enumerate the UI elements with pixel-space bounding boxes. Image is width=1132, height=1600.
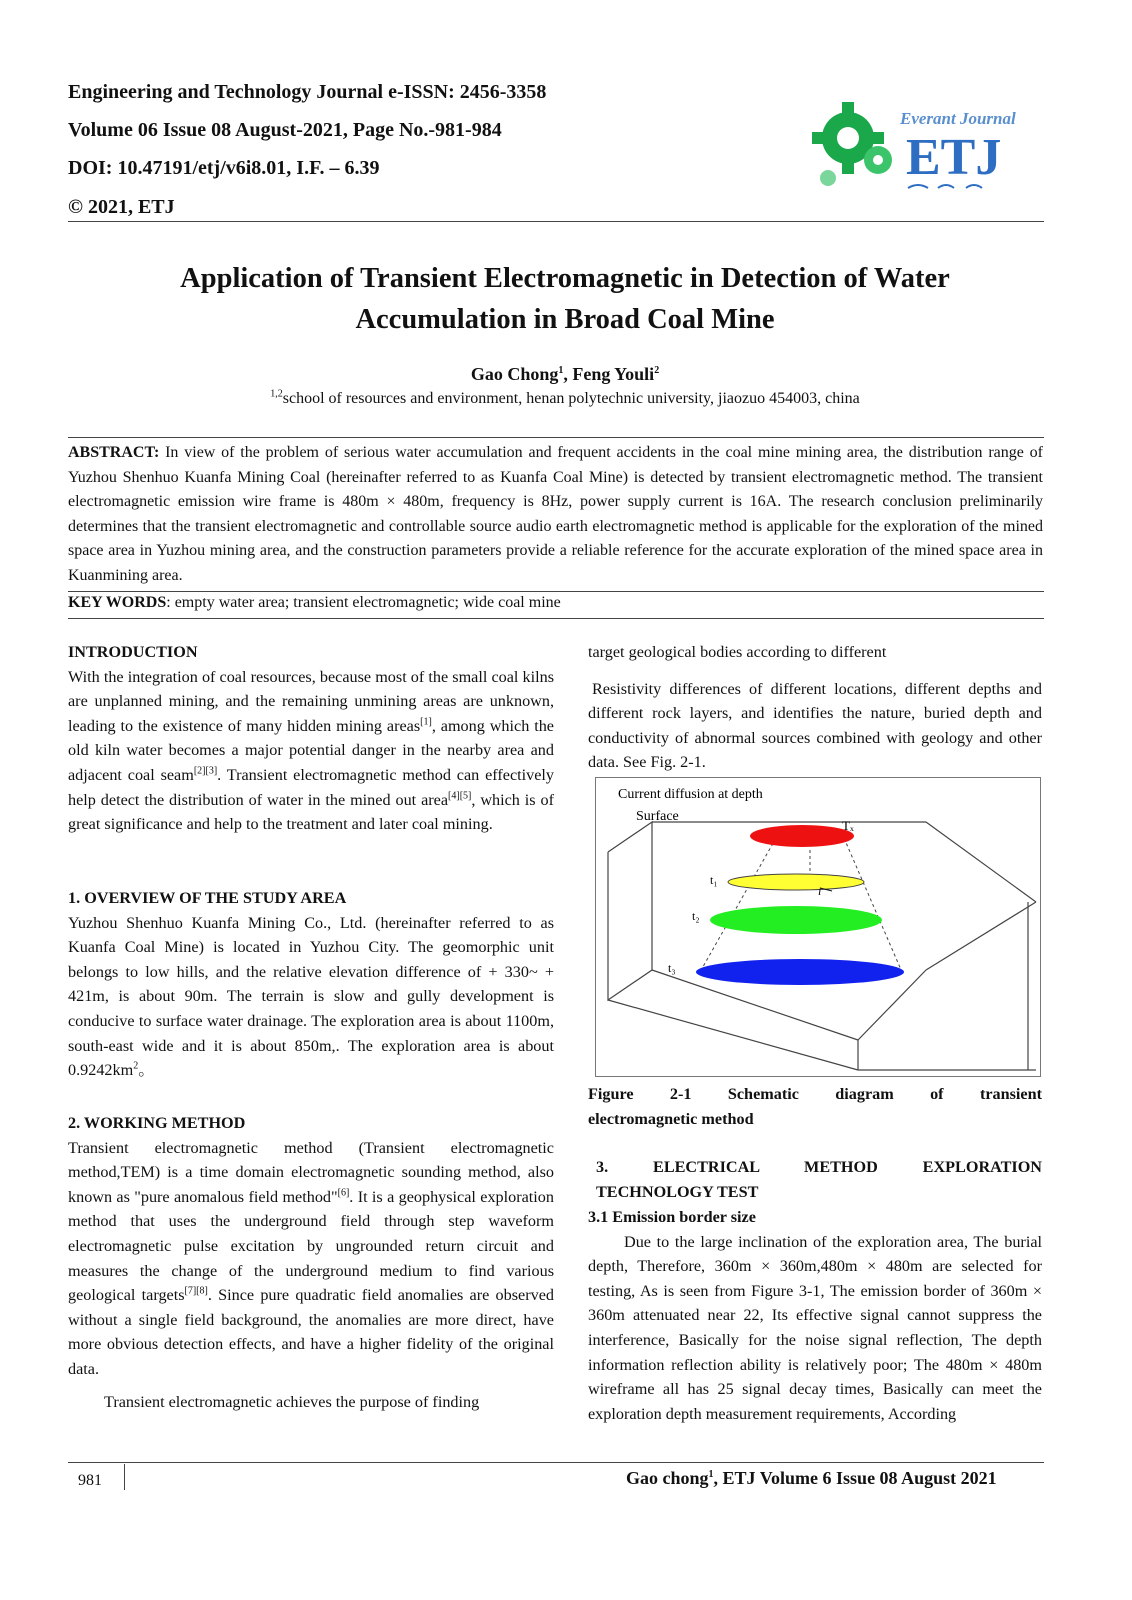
- figure-2-1: [595, 777, 1041, 1077]
- working-method-continued: Transient electromagnetic achieves the purpose of finding: [104, 1392, 480, 1411]
- logo-letters: ETJ: [906, 129, 1002, 186]
- block-outline: [608, 822, 1036, 1070]
- footer-divider: [124, 1464, 125, 1490]
- logo-text: Everant Journal: [900, 109, 1016, 128]
- keywords-rule: [68, 618, 1044, 619]
- introduction-section: [68, 640, 554, 837]
- gear-icon: [812, 102, 892, 186]
- section3-heading-line2: TECHNOLOGY TEST: [596, 1183, 759, 1201]
- working-method-text: Transient electromagnetic method (Transient electromagnetic method,TEM) is a time domain electromagnetic sounding method, also known as "pure anomalous field method"[6]. It is a geophysical exploration method that uses the underground field through step waveform electromagnetic pulse excitation by ungrounded return circuit and measures the change of the underground medium to find various geological targets[7][8]. Since pure quadratic field anomalies are observed without a single field background, the anomalies are more direct, have more obvious detection effects, and have a higher fidelity of the original data.: [68, 1138, 554, 1378]
- working-method-heading: 2. WORKING METHOD: [68, 1114, 246, 1132]
- resistivity-text: Resistivity differences of different locations, different depths and different rock layers, and identifies the nature, buried depth and conductivity of abnormal sources combined with geology and other data. See Fig. 2-1.: [588, 679, 1042, 772]
- introduction-heading: INTRODUCTION: [68, 643, 198, 661]
- label-t3: t₃: [668, 961, 676, 975]
- running-footer: Gao chong$^1$, ETJ Volume 6 Issue 08 August 2021: [626, 1468, 997, 1488]
- abstract: ABSTRACT: In view of the problem of serious water accumulation and frequent accidents in the coal mine mining area, the distribution range of Yuzhou Shenhuo Kuanfa Mining Coal (hereinafter referred to as Kuanfa Coal Mine) is detected by transient electromagnetic method. The transient electromagnetic emission wire frame is 480m × 480m, frequency is 8Hz, power supply current is 16A. The research conclusion preliminarily determines that the transient electromagnetic and controllable source audio earth electromagnetic method is applicable for the exploration of the mined space area in Yuzhou mining area, and the construction parameters provide a reliable reference for the accurate exploration of the mined space area in Kuanmining area.: [68, 444, 1043, 584]
- page-number: 981: [78, 1472, 102, 1489]
- label-current-i: i: [818, 884, 822, 898]
- label-t1: t₁: [710, 873, 718, 887]
- section3-1: [588, 1205, 1042, 1426]
- footer-rule: [68, 1462, 1044, 1463]
- etj-logo: [808, 88, 1020, 198]
- figure-caption-line2: electromagnetic method: [588, 1110, 754, 1128]
- authors: Gao Chong$^1$, Feng Youli$^2$: [470, 364, 660, 384]
- section3-heading: 3. ELECTRICAL METHOD EXPLORATION: [596, 1158, 1042, 1176]
- header-rule: [68, 221, 1044, 222]
- label-t2: t₂: [692, 909, 700, 923]
- study-area-section: [68, 886, 554, 1083]
- working-method-section: [68, 1111, 554, 1414]
- t3-ellipse: [696, 959, 904, 985]
- keywords: KEY WORDS: empty water area; transient electromagnetic; wide coal mine: [68, 594, 561, 611]
- label-current-diffusion: Current diffusion at depth: [618, 787, 763, 802]
- study-area-heading: 1. OVERVIEW OF THE STUDY AREA: [68, 889, 347, 907]
- emission-border-heading: 3.1 Emission border size: [588, 1208, 756, 1226]
- volume-issue: Volume 06 Issue 08 August-2021, Page No.-981-984: [68, 119, 502, 141]
- t1-ellipse: [728, 874, 864, 890]
- t2-ellipse: [710, 906, 882, 934]
- paper-title: Application of Transient Electromagnetic in Detection of Water Accumulation in Broad Coal Mine: [180, 263, 950, 335]
- copyright: © 2021, ETJ: [68, 196, 175, 218]
- cone-lines: [700, 838, 902, 972]
- transmitter-ellipse: [750, 825, 854, 847]
- right-column-top: [588, 640, 1042, 775]
- introduction-text: With the integration of coal resources, because most of the small coal kilns are unplanned mining, and the remaining unmining areas are unknown, leading to the existence of many hidden mining areas[1], among which the old kiln water becomes a major potential danger in the nearby area and adjacent coal seam[2][3]. Transient electromagnetic method can effectively help detect the distribution of water in the mined out area[4][5], which is of great significance and help to the treatment and later coal mining.: [68, 667, 555, 834]
- study-area-text: Yuzhou Shenhuo Kuanfa Mining Co., Ltd. (hereinafter referred to as Kuanfa Coal Mine) is located in Yuzhou City. The geomorphic unit belongs to low hills, and the relative elevation difference of + 330~ + 421m, is about 90m. The terrain is slow and gully development is conducive to surface water drainage. The exploration area is about 1100m, south-east wide and it is about 850m,. The exploration area is about $0.9242km^2$。: [68, 913, 554, 1080]
- continued-text: target geological bodies according to different: [588, 643, 887, 661]
- label-tx: Tₓ: [842, 818, 854, 833]
- figure-caption: Figure 2-1 Schematic diagram of transient: [588, 1085, 1042, 1103]
- doi: DOI: 10.47191/etj/v6i8.01, I.F. – 6.39: [68, 157, 380, 179]
- abstract-bottom-rule: [68, 591, 1044, 592]
- abstract-top-rule: [68, 437, 1044, 438]
- affiliation: $^{1,2}$school of resources and environment, henan polytechnic university, jiaozuo 454003, china: [270, 388, 860, 407]
- journal-name: Engineering and Technology Journal e-ISSN: 2456-3358: [68, 81, 547, 103]
- label-surface: Surface: [636, 809, 679, 824]
- emission-border-text: Due to the large inclination of the exploration area, The burial depth, Therefore, 360m × 360m,480m × 480m are selected for testing, As is seen from Figure 3-1, The emission border of 360m × 360m attenuated near 22, Its effective signal cannot suppress the interference, Basically for the noise signal reflection, The depth information reflection ability is relatively poor; The 480m × 480m wireframe all has 25 signal decay times, Basically can meet the exploration depth measurement requirements, According: [588, 1232, 1042, 1423]
